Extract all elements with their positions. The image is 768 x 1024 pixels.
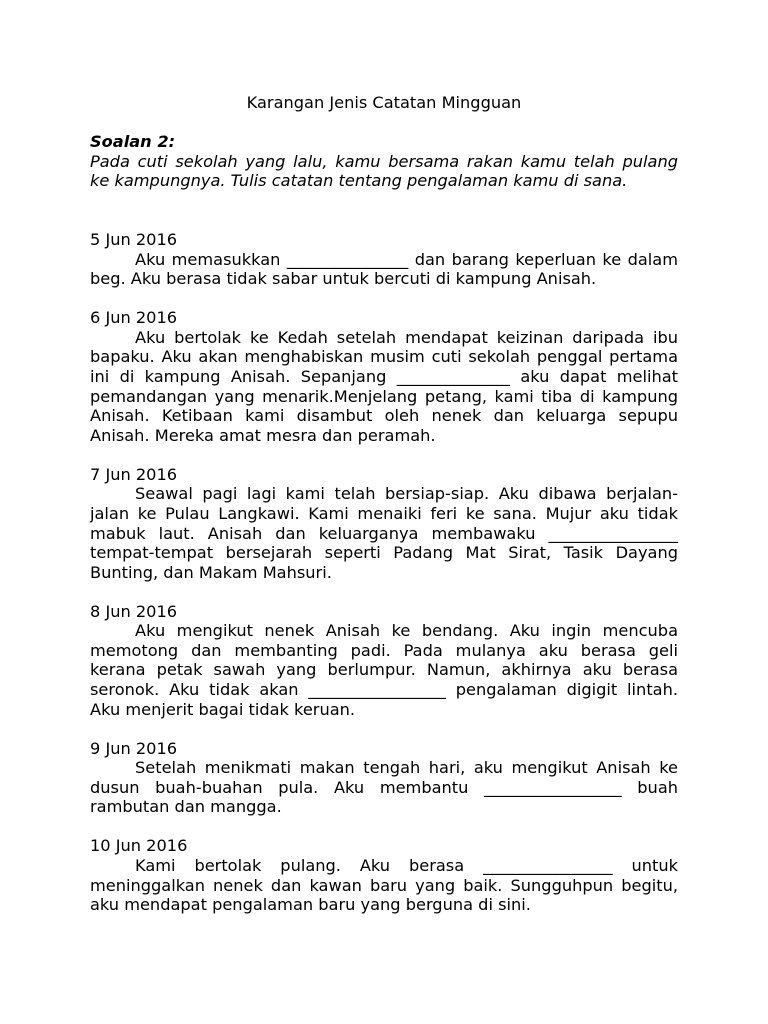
question-line: Pada cuti sekolah yang lalu, kamu bersama rakan kamu telah pulang [90,151,678,171]
entry-line: kerana petak sawah yang berlumpur. Namun, akhirnya aku berasa [90,660,678,680]
entry-line: memotong dan membanting padi. Pada mulanya aku berasa geli [90,640,678,660]
entry-date: 6 Jun 2016 [90,308,178,328]
diary-entry [90,465,678,582]
entry-line: meninggalkan nenek dan kawan baru yang baik. Sungguhpun begitu, [90,875,678,895]
entry-line: pemandangan yang menarik.Menjelang petang, kami tiba di kampung [90,386,678,406]
entry-line: Aku mengikut nenek Anisah ke bendang. Aku ingin mencuba [135,621,678,641]
entry-line: Anisah. Ketibaan kami disambut oleh nenek dan keluarga sepupu [90,406,678,426]
diary-entry [90,836,678,914]
entry-line: Aku menjerit bagai tidak keruan. [90,699,356,719]
entry-line: aku mendapat pengalaman baru yang berguna di sini. [90,895,531,915]
entry-date: 5 Jun 2016 [90,230,178,250]
entry-line: Aku bertolak ke Kedah setelah mendapat keizinan daripada ibu [135,327,678,347]
entry-line: Seawal pagi lagi kami telah bersiap-siap. Aku dibawa berjalan- [135,484,678,504]
entry-line: dusun buah-buahan pula. Aku membantu _________________ buah [90,777,678,797]
entry-date: 10 Jun 2016 [90,836,188,856]
entry-line: bapaku. Aku akan menghabiskan musim cuti sekolah penggal pertama [90,347,678,367]
document-body [90,93,678,934]
diary-entry [90,739,678,817]
entry-line: tempat-tempat bersejarah seperti Padang Mat Sirat, Tasik Dayang [90,543,678,563]
entry-line: Setelah menikmati makan tengah hari, aku mengikut Anisah ke [135,758,678,778]
entry-line: rambutan dan mangga. [90,797,282,817]
diary-entry [90,308,678,445]
entry-line: Bunting, dan Makam Mahsuri. [90,562,332,582]
entry-line: seronok. Aku tidak akan _________________ pengalaman digigit lintah. [90,680,678,700]
question-label: Soalan 2: [90,132,176,152]
question-block [90,132,678,191]
entry-line: beg. Aku berasa tidak sabar untuk bercuti di kampung Anisah. [90,269,597,289]
entry-date: 8 Jun 2016 [90,601,178,621]
entry-line: mabuk laut. Anisah dan keluarganya membawaku ________________ [90,523,678,543]
entry-line: Aku memasukkan _______________ dan barang keperluan ke dalam [135,249,678,269]
entry-line: ini di kampung Anisah. Sepanjang ______________ aku dapat melihat [90,367,678,387]
entry-date: 7 Jun 2016 [90,464,178,484]
question-line: ke kampungnya. Tulis catatan tentang pengalaman kamu di sana. [90,171,628,191]
entry-line: Anisah. Mereka amat mesra dan peramah. [90,425,436,445]
entry-date: 9 Jun 2016 [90,738,178,758]
document-title: Karangan Jenis Catatan Mingguan [246,93,522,113]
entry-line: jalan ke Pulau Langkawi. Kami menaiki feri ke sana. Mujur aku tidak [90,503,678,523]
diary-entry [90,230,678,289]
diary-entry [90,602,678,719]
entry-line: Kami bertolak pulang. Aku berasa ________________ untuk [135,856,678,876]
